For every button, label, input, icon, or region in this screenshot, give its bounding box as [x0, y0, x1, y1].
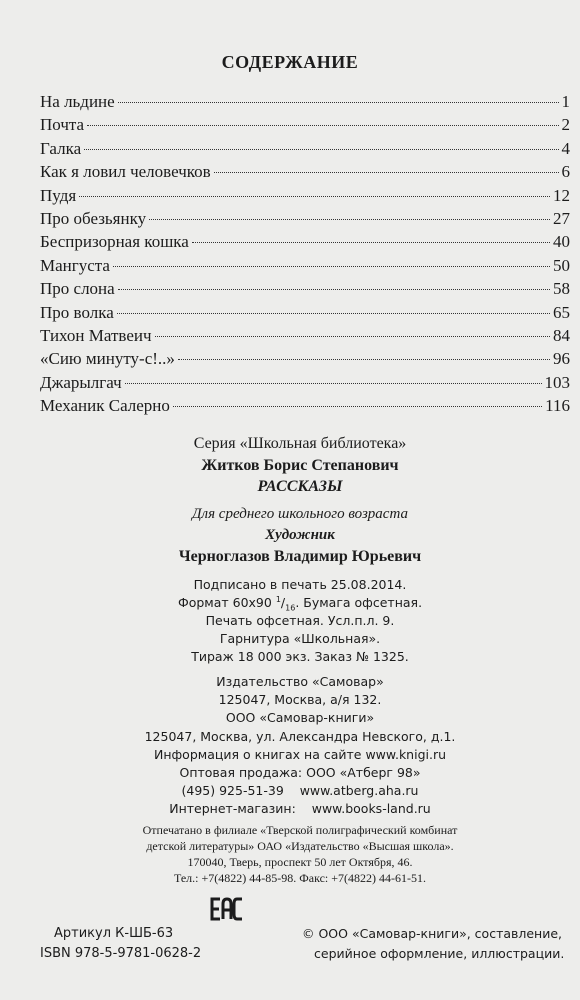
- toc-dot-leader: [117, 313, 550, 314]
- illustrator-name: Черноглазов Владимир Юрьевич: [178, 548, 422, 565]
- toc-entry: [40, 92, 570, 115]
- copyright-line-2: серийное оформление, иллюстрации.: [314, 946, 565, 961]
- printer-line-4: Тел.: +7(4822) 44-85-98. Факс: +7(4822) 44-61-51.: [173, 871, 427, 885]
- toc-dot-leader: [178, 359, 550, 360]
- printer-line-1: Отпечатано в филиале «Тверской полиграфический комбинат: [142, 823, 458, 837]
- toc-entry: [40, 373, 570, 396]
- toc-entry-page: 1: [561, 92, 570, 111]
- toc-entry-page: 50: [553, 255, 570, 275]
- toc-dot-leader: [149, 219, 550, 220]
- wholesale-site: www.atberg.aha.ru: [299, 783, 419, 798]
- phone-line: [0, 783, 580, 798]
- eac-certification-icon: [210, 896, 244, 922]
- books-info-site: Информация о книгах на сайте www.knigi.ru: [153, 747, 447, 762]
- toc-entry-title: Механик Салерно: [40, 396, 170, 416]
- toc-entry: [40, 186, 570, 209]
- online-shop-line: [0, 801, 580, 816]
- toc-dot-leader: [155, 336, 550, 337]
- table-of-contents: [40, 92, 570, 419]
- printing-line: Печать офсетная. Усл.п.л. 9.: [205, 613, 395, 628]
- toc-dot-leader: [125, 383, 542, 384]
- toc-entry: [40, 396, 570, 419]
- article-number: Артикул К-ШБ-63: [54, 926, 174, 941]
- toc-entry-title: Галка: [40, 138, 82, 158]
- toc-entry-title: Пудя: [40, 185, 77, 205]
- typeface-line: Гарнитура «Школьная».: [219, 631, 381, 646]
- toc-entry: [40, 303, 570, 326]
- series-line: Серия «Школьная библиотека»: [193, 435, 407, 452]
- toc-entry: [40, 232, 570, 255]
- toc-entry-title: Про слона: [40, 279, 115, 299]
- toc-dot-leader: [214, 172, 559, 173]
- wholesale-line: Оптовая продажа: ООО «Атберг 98»: [179, 765, 421, 780]
- toc-entry-title: Тихон Матвеич: [40, 325, 152, 345]
- signed-to-print: Подписано в печать 25.08.2014.: [193, 577, 407, 592]
- toc-entry-title: Джарылгач: [40, 372, 122, 392]
- toc-dot-leader: [192, 242, 550, 243]
- printer-line-3: 170040, Тверь, проспект 50 лет Октября, 46.: [187, 855, 413, 869]
- print-run-line: Тираж 18 000 экз. Заказ № 1325.: [191, 649, 409, 664]
- toc-entry-page: 4: [561, 138, 570, 158]
- toc-entry-page: 58: [553, 279, 570, 299]
- toc-entry-title: Почта: [40, 115, 85, 135]
- wholesale-phone: (495) 925-51-39: [181, 783, 284, 798]
- format-prefix: Формат 60x90: [177, 595, 272, 611]
- toc-entry-title: «Сию минуту-с!..»: [40, 349, 175, 369]
- author: Житков Борис Степанович: [201, 457, 399, 474]
- toc-dot-leader: [173, 406, 542, 407]
- toc-dot-leader: [84, 149, 558, 150]
- publisher-name: Издательство «Самовар»: [216, 674, 384, 689]
- toc-entry-page: 116: [545, 396, 570, 416]
- toc-entry-page: 103: [544, 372, 570, 392]
- format-denominator: 16: [285, 603, 296, 613]
- toc-entry-page: 12: [553, 185, 570, 205]
- toc-entry: [40, 115, 570, 138]
- isbn: ISBN 978-5-9781-0628-2: [40, 946, 202, 961]
- format-numerator: 1: [275, 595, 281, 604]
- toc-entry-page: 6: [561, 162, 570, 182]
- toc-entry: [40, 256, 570, 279]
- copyright-line-1: © ООО «Самовар-книги», составление,: [302, 926, 563, 941]
- online-shop-site: www.books-land.ru: [311, 801, 431, 816]
- toc-dot-leader: [87, 125, 558, 126]
- book-title: РАССКАЗЫ: [257, 478, 343, 495]
- format-line: Формат 60x90 $^1/_{16}$. Бумага офсетная.: [177, 595, 423, 613]
- toc-entry: [40, 326, 570, 349]
- toc-entry-page: 84: [553, 325, 570, 345]
- illustrator-label: Художник: [265, 527, 335, 543]
- toc-entry-page: 65: [553, 302, 570, 322]
- toc-entry: [40, 279, 570, 302]
- toc-entry: [40, 349, 570, 372]
- toc-entry: [40, 209, 570, 232]
- toc-entry-title: На льдине: [40, 92, 115, 111]
- audience: Для среднего школьного возраста: [192, 506, 408, 522]
- publisher-address: 125047, Москва, а/я 132.: [218, 692, 382, 707]
- company-address: 125047, Москва, ул. Александра Невского, д.1.: [144, 729, 456, 744]
- company-name: ООО «Самовар-книги»: [225, 710, 375, 725]
- toc-entry-title: Как я ловил человечков: [40, 162, 211, 182]
- toc-entry-title: Мангуста: [40, 255, 110, 275]
- toc-entry-title: Беспризорная кошка: [40, 232, 189, 252]
- printer-line-2: детской литературы» ОАО «Издательство «Высшая школа».: [146, 839, 454, 853]
- format-suffix: . Бумага офсетная.: [295, 595, 423, 611]
- toc-dot-leader: [118, 102, 559, 103]
- toc-entry-page: 27: [553, 208, 570, 228]
- toc-entry-page: 2: [561, 115, 570, 135]
- toc-entry-page: 40: [553, 232, 570, 252]
- toc-entry: [40, 139, 570, 162]
- toc-dot-leader: [79, 196, 550, 197]
- online-shop-label: Интернет-магазин:: [169, 801, 296, 816]
- toc-entry: [40, 162, 570, 185]
- toc-entry-title: Про волка: [40, 302, 114, 322]
- toc-dot-leader: [113, 266, 550, 267]
- toc-dot-leader: [118, 289, 550, 290]
- page-title: СОДЕРЖАНИЕ: [221, 52, 359, 72]
- toc-entry-page: 96: [553, 349, 570, 369]
- toc-entry-title: Про обезьянку: [40, 208, 147, 228]
